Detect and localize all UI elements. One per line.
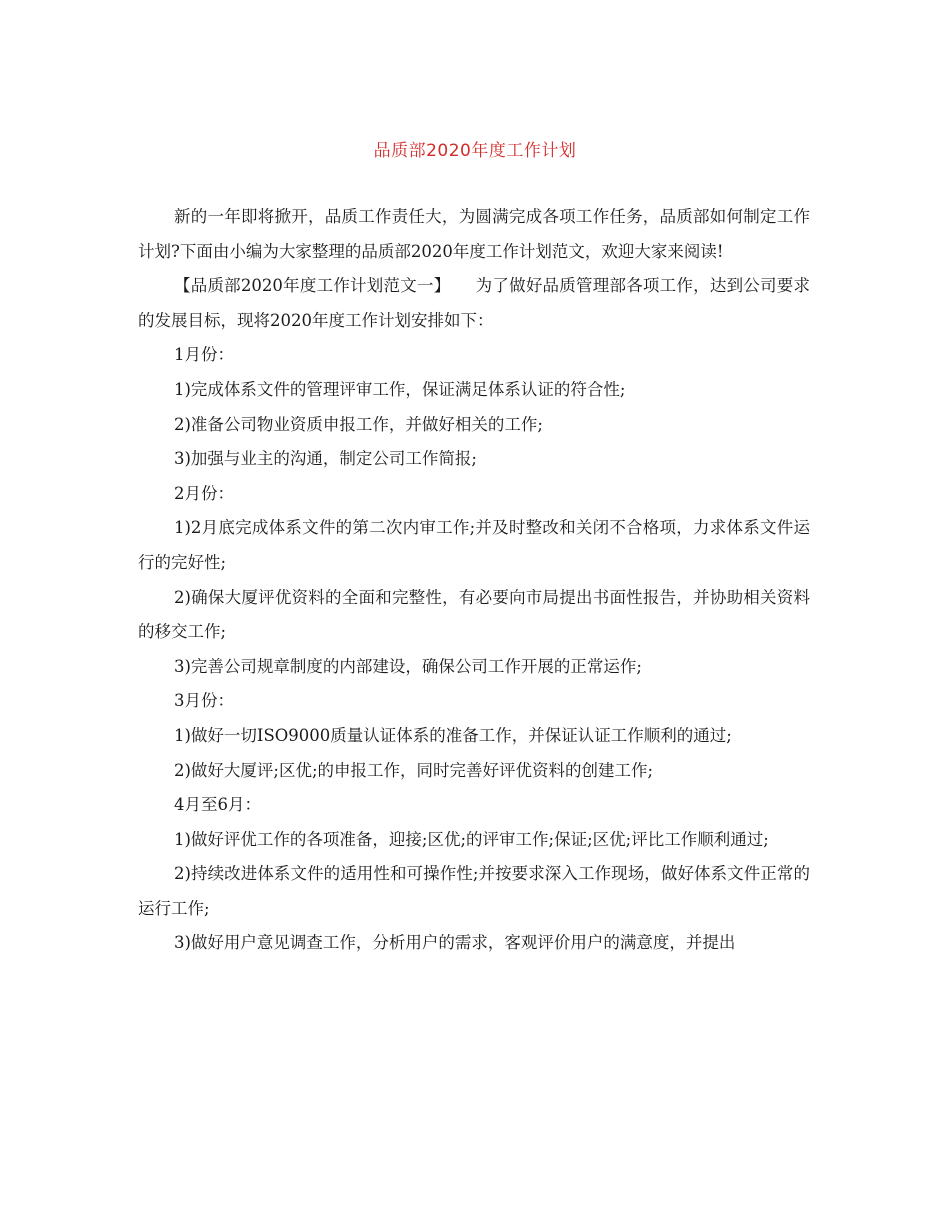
paragraph-month-heading: 2月份： bbox=[174, 483, 234, 503]
paragraph-item: 1)完成体系文件的管理评审工作，保证满足体系认证的符合性; bbox=[174, 379, 626, 399]
document-title: 品质部2020年度工作计划 bbox=[373, 141, 577, 161]
paragraph-sample-one-heading: 【品质部2020年度工作计划范文一】 为了做好品质管理部各项工作，达到公司要求的发展目标，现将2020年度工作计划安排如下： bbox=[138, 276, 810, 330]
paragraph-item: 2)准备公司物业资质申报工作，并做好相关的工作; bbox=[174, 414, 543, 434]
paragraph-item: 1)做好评优工作的各项准备，迎接;区优;的评审工作;保证;区优;评比工作顺利通过; bbox=[174, 829, 769, 849]
paragraph-month-heading: 4月至6月： bbox=[174, 795, 261, 815]
paragraph-month-heading: 3月份： bbox=[174, 691, 234, 711]
paragraph-item: 3)加强与业主的沟通，制定公司工作简报; bbox=[174, 449, 477, 469]
paragraph-item: 2)做好大厦评;区优;的申报工作，同时完善好评优资料的创建工作; bbox=[174, 760, 654, 780]
paragraph-item: 2)持续改进体系文件的适用性和可操作性;并按要求深入工作现场，做好体系文件正常的运行工作; bbox=[138, 864, 810, 918]
paragraph-item: 3)做好用户意见调查工作，分析用户的需求，客观评价用户的满意度，并提出 bbox=[174, 933, 736, 953]
document-body bbox=[138, 200, 810, 961]
paragraph-month-heading: 1月份： bbox=[174, 345, 234, 365]
paragraph-item: 3)完善公司规章制度的内部建设，确保公司工作开展的正常运作; bbox=[174, 656, 642, 676]
paragraph-item: 2)确保大厦评优资料的全面和完整性，有必要向市局提出书面性报告，并协助相关资料的移交工作; bbox=[138, 587, 810, 642]
paragraph-intro: 新的一年即将掀开，品质工作责任大，为圆满完成各项工作任务，品质部如何制定工作计划?下面由小编为大家整理的品质部2020年度工作计划范文，欢迎大家来阅读! bbox=[138, 207, 810, 261]
paragraph-item: 1)做好一切ISO9000质量认证体系的准备工作，并保证认证工作顺利的通过; bbox=[174, 725, 732, 745]
paragraph-item: 1)2月底完成体系文件的第二次内审工作;并及时整改和关闭不合格项，力求体系文件运行的完好性; bbox=[138, 518, 810, 572]
